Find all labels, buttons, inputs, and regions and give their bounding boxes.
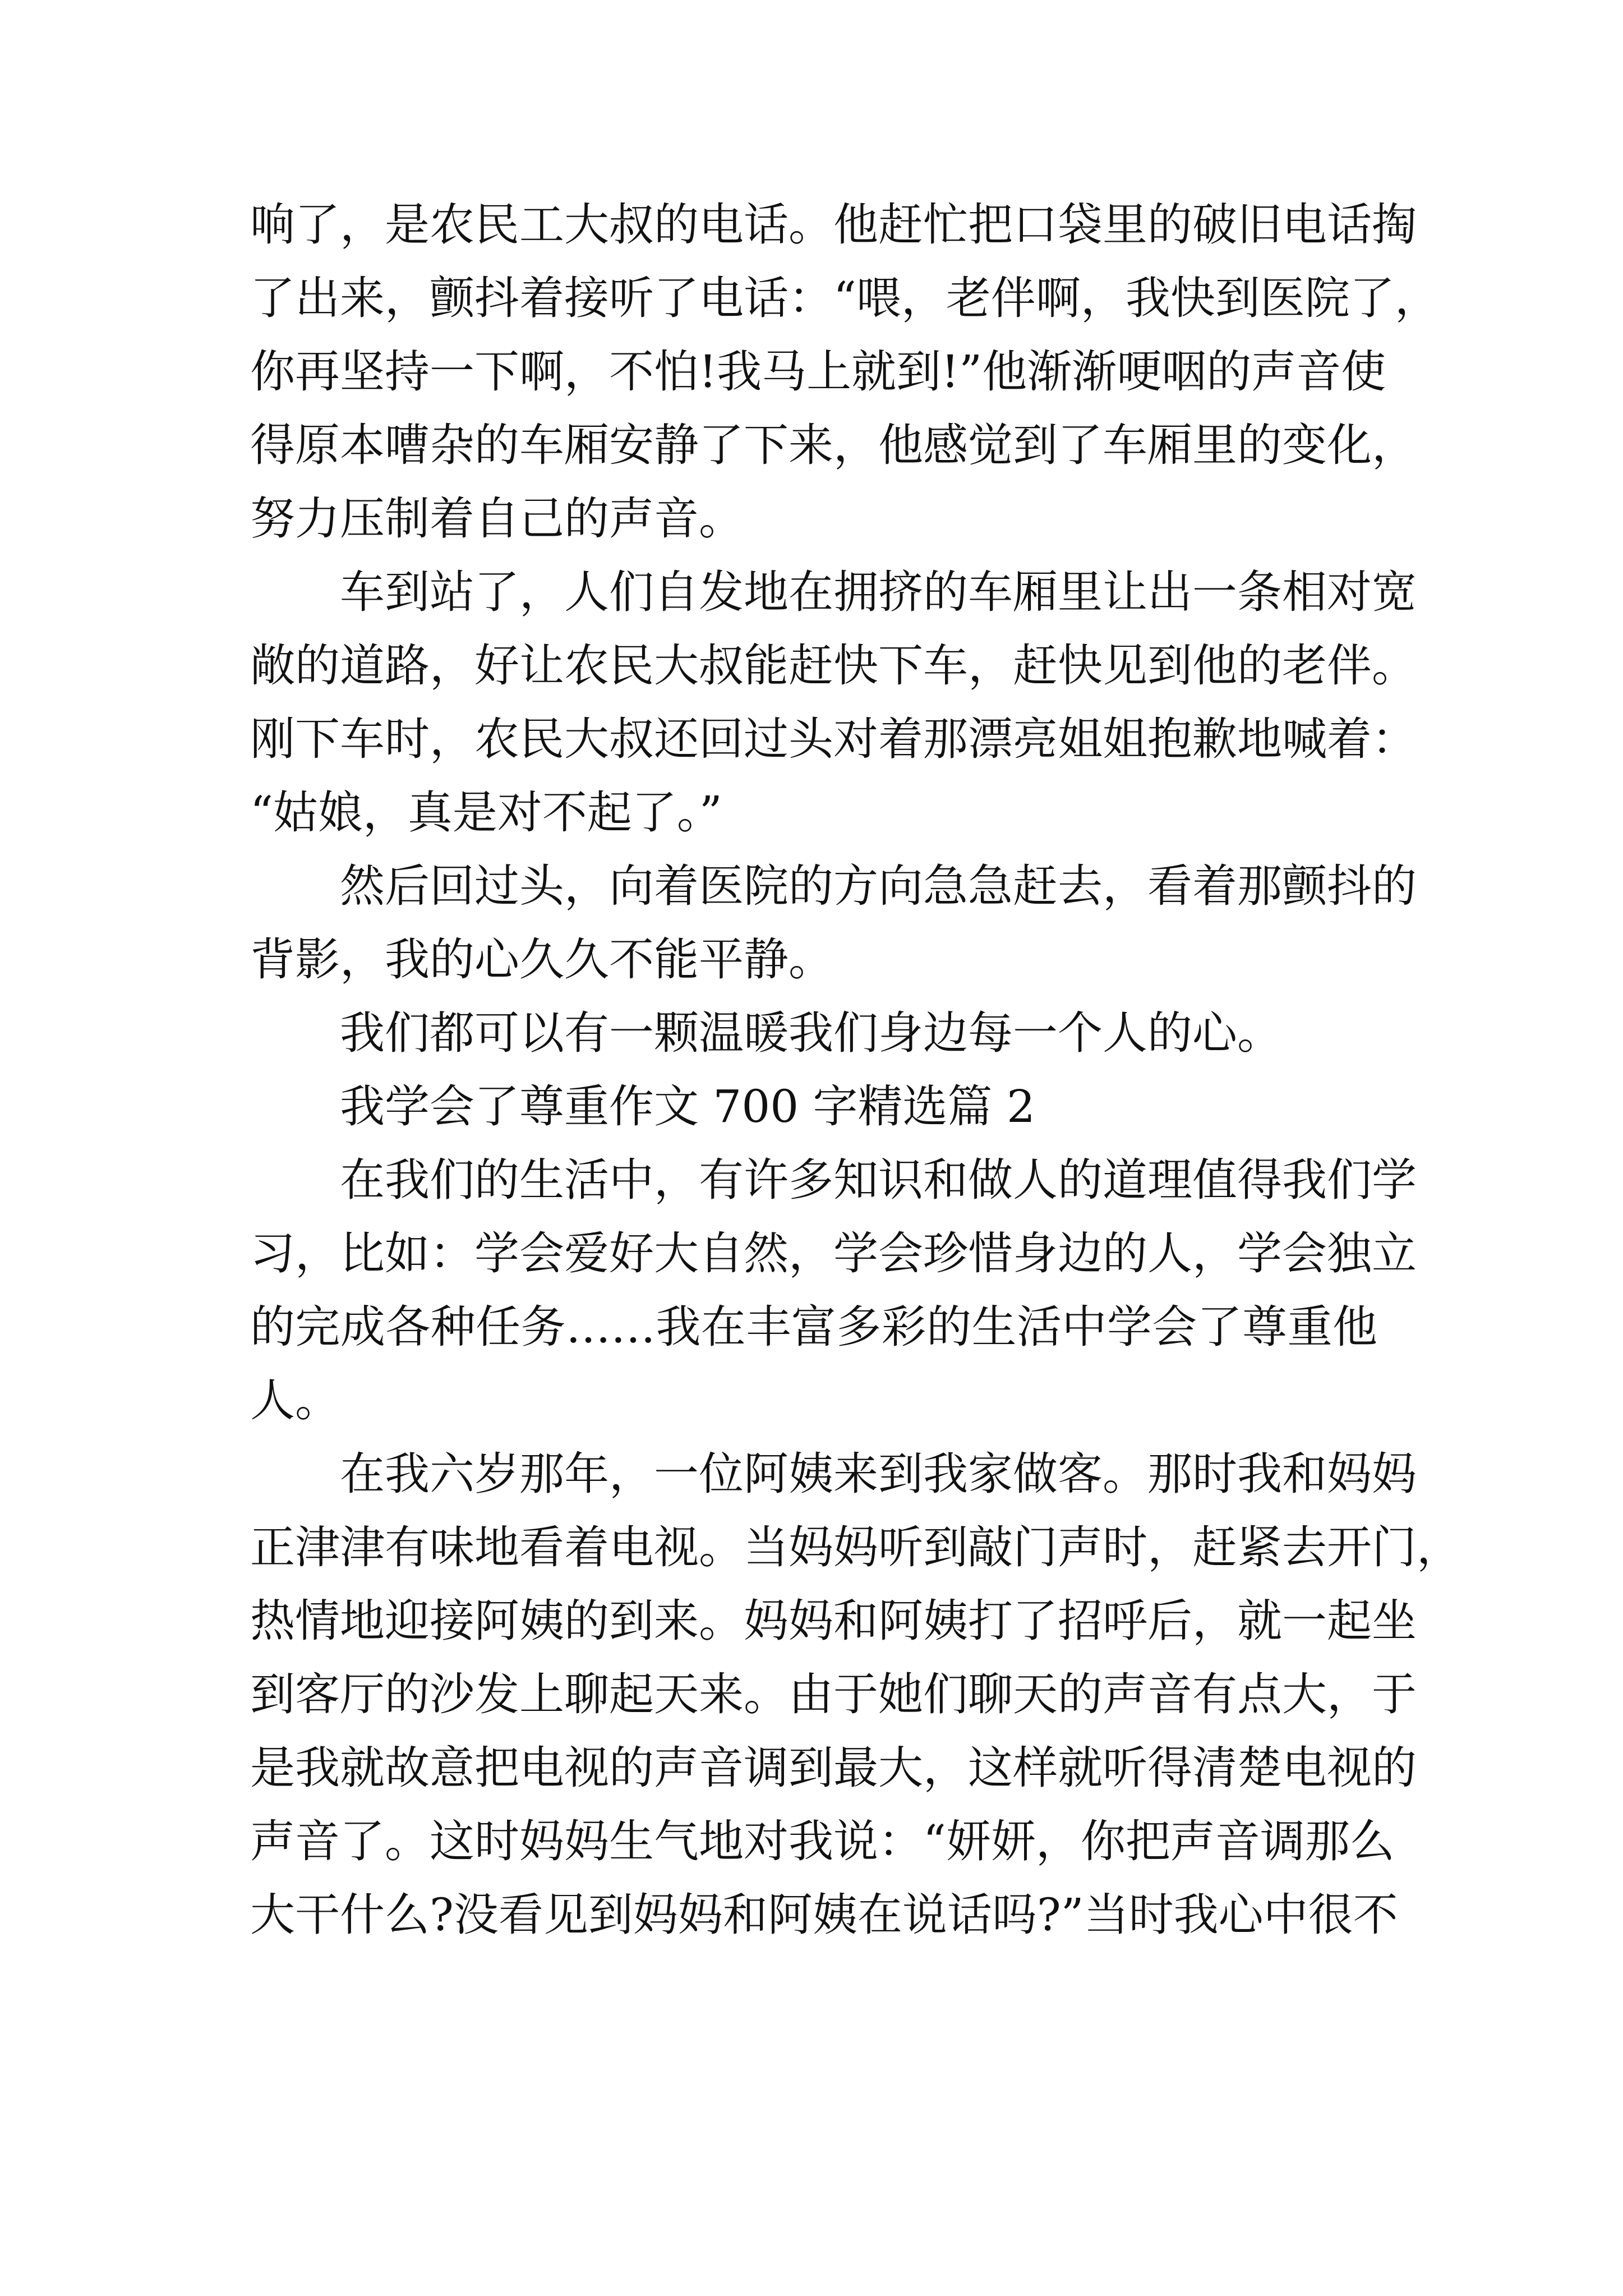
paragraph-start-line: 然后回过头，向着医院的方向急急赶去，看着那颤抖的 <box>340 860 1417 912</box>
text-line: 背影，我的心久久不能平静。 <box>250 933 833 986</box>
text-line: 到客厅的沙发上聊起天来。由于她们聊天的声音有点大，于 <box>250 1668 1417 1720</box>
text-line: 大干什么?没看见到妈妈和阿姨在说话吗?”当时我心中很不 <box>250 1889 1398 1941</box>
text-line: 敞的道路，好让农民大叔能赶快下车，赶快见到他的老伴。 <box>250 639 1417 692</box>
text-line: 你再坚持一下啊，不怕!我马上就到!”他渐渐哽咽的声音使 <box>250 346 1386 398</box>
text-line: 热情地迎接阿姨的到来。妈妈和阿姨打了招呼后，就一起坐 <box>250 1595 1417 1647</box>
text-line: 了出来，颤抖着接听了电话：“喂，老伴啊，我快到医院了， <box>250 272 1440 324</box>
paragraph-start-line: 在我六岁那年，一位阿姨来到我家做客。那时我和妈妈 <box>340 1448 1417 1500</box>
text-line: 人。 <box>250 1374 340 1427</box>
text-line: 努力压制着自己的声音。 <box>250 493 744 545</box>
text-line: 习，比如：学会爱好大自然，学会珍惜身边的人，学会独立 <box>250 1227 1417 1280</box>
section-heading: 我学会了尊重作文 700 字精选篇 2 <box>340 1080 1035 1133</box>
text-line: 刚下车时，农民大叔还回过头对着那漂亮姐姐抱歉地喊着： <box>250 713 1417 765</box>
text-line: 是我就故意把电视的声音调到最大，这样就听得清楚电视的 <box>250 1742 1417 1794</box>
paragraph-single-line: 我们都可以有一颗温暖我们身边每一个人的心。 <box>340 1007 1282 1059</box>
text-line: 的完成各种任务……我在丰富多彩的生活中学会了尊重他 <box>250 1301 1377 1353</box>
text-line: 响了，是农民工大叔的电话。他赶忙把口袋里的破旧电话掏 <box>250 199 1417 251</box>
text-line: 正津津有味地看着电视。当妈妈听到敲门声时，赶紧去开门， <box>250 1521 1461 1573</box>
paragraph-start-line: 车到站了，人们自发地在拥挤的车厢里让出一条相对宽 <box>340 566 1417 618</box>
text-line: 得原本嘈杂的车厢安静了下来，他感觉到了车厢里的变化， <box>250 419 1417 471</box>
text-line: 声音了。这时妈妈生气地对我说：“妍妍，你把声音调那么 <box>250 1815 1395 1867</box>
text-line: “姑娘，真是对不起了。” <box>250 786 722 839</box>
body-text <box>250 188 1461 1952</box>
paragraph-start-line: 在我们的生活中，有许多知识和做人的道理值得我们学 <box>340 1154 1417 1206</box>
